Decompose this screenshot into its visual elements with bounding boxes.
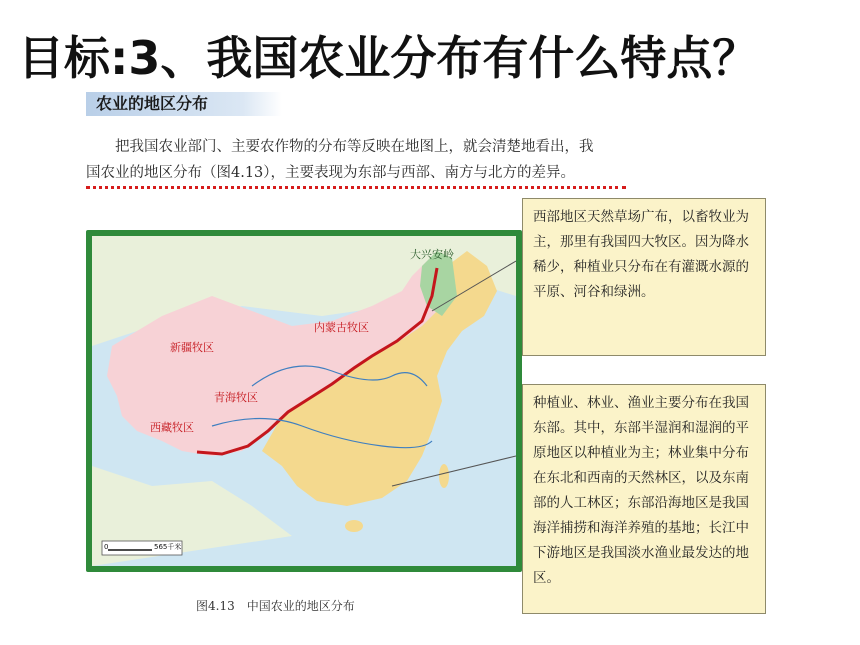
paragraph-line-2: 国农业的地区分布（图4.13），主要表现为东部与西部、南方与北方的差异。 <box>86 165 576 181</box>
label-neimeng: 内蒙古牧区 <box>314 321 369 334</box>
taiwan-island <box>439 464 449 488</box>
callout-east-region: 种植业、林业、渔业主要分布在我国东部。其中，东部半湿润和湿润的平原地区以种植业为主；林业集中分布在东北和西南的天然林区，以及东南部的人工林区；东部沿海地区是我国海洋捕捞和海洋养殖的基地；长江中下游地区是我国淡水渔业最发达的地区。 <box>522 384 766 614</box>
scale-zero: 0 <box>104 543 109 551</box>
map-area <box>92 236 516 566</box>
map-graphic <box>92 236 516 566</box>
label-xizang: 西藏牧区 <box>150 421 194 434</box>
china-agriculture-map <box>86 230 522 572</box>
red-dotted-underline <box>86 186 626 189</box>
section-heading: 农业的地区分布 <box>86 92 282 116</box>
label-north-forest: 大兴安岭 <box>410 248 454 261</box>
slide-title: 目标:3、我国农业分布有什么特点？ <box>18 31 759 85</box>
figure-caption: 图4.13 中国农业的地区分布 <box>196 599 355 613</box>
label-xinjiang: 新疆牧区 <box>170 341 214 354</box>
intro-paragraph <box>86 134 776 186</box>
label-qinghai: 青海牧区 <box>214 391 258 404</box>
paragraph-line-1: 把我国农业部门、主要农作物的分布等反映在地图上，就会清楚地看出，我 <box>115 139 594 155</box>
callout-west-region: 西部地区天然草场广布，以畜牧业为主，那里有我国四大牧区。因为降水稀少，种植业只分布在有灌溉水源的平原、河谷和绿洲。 <box>522 198 766 356</box>
scale-label: 565千米 <box>154 543 182 551</box>
hainan-island <box>345 520 363 532</box>
